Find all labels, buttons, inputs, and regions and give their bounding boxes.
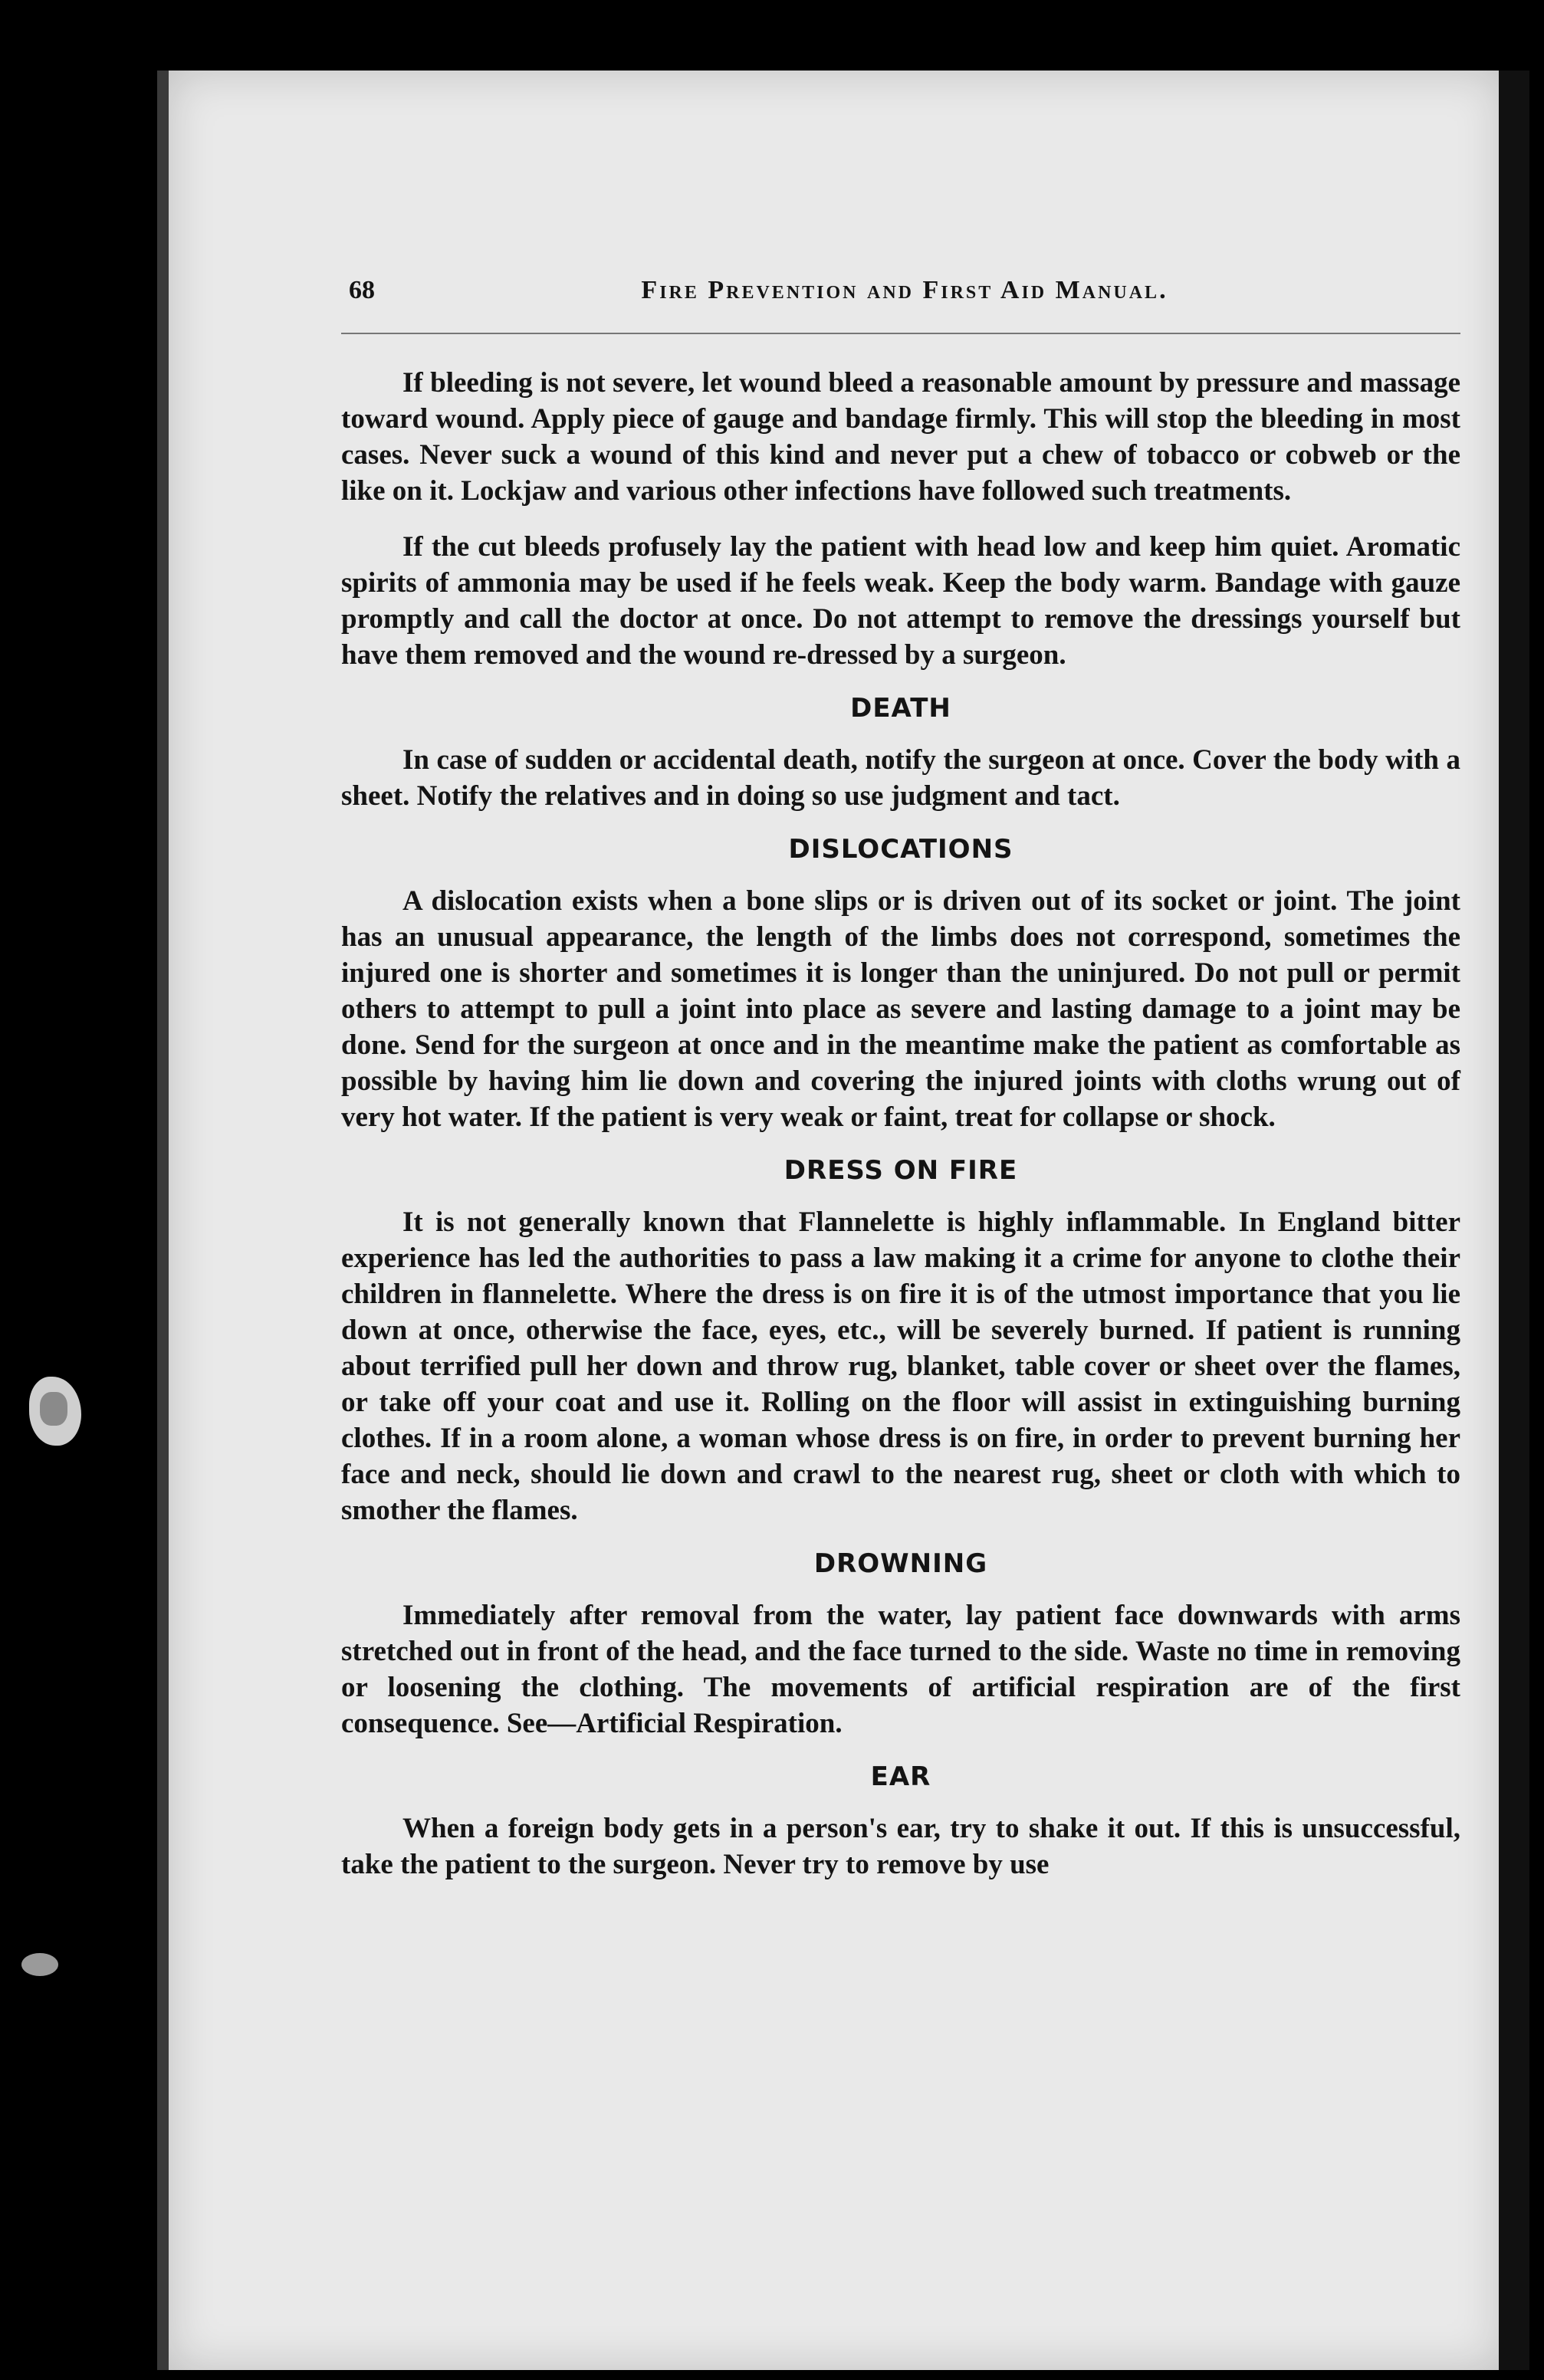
section-heading: DROWNING [813,1548,988,1579]
paragraph: If the cut bleeds profusely lay the patient with head low and keep him quiet. Aromatic spirits of ammonia may be used if he feels weak. Keep the body warm. Bandage with gauze promptly and call the doctor at once. Do not attempt to remove the dressings yourself but have them removed and the wound re-dressed by a surgeon. [341,531,1460,671]
page-content [341,276,1460,1902]
paragraph: If bleeding is not severe, let wound bleed a reasonable amount by pressure and massage toward wound. Apply piece of gauge and bandage firmly. This will stop the bleeding in most cases. Never suck a wound of this kind and never put a chew of tobacco or cobweb or the like on it. Lockjaw and various other infections have followed such treatments. [341,367,1460,507]
book-page [169,71,1503,2370]
section-heading: DISLOCATIONS [788,834,1013,865]
section-heading: DEATH [850,693,951,724]
section-death [341,693,1460,814]
section-drowning [341,1548,1460,1742]
page-right-edge [1499,71,1529,2370]
section-heading: DRESS ON FIRE [783,1155,1018,1186]
running-title: Fire Prevention and First Aid Manual. [641,276,1168,304]
section-ear [341,1761,1460,1883]
section-wounds-continued [341,365,1460,673]
margin-blemish [21,1953,58,1976]
paragraph: Immediately after removal from the water, lay patient face downwards with arms stretched out in front of the head, and the face turned to the side. Waste no time in removing or loosening the clothing. The movements of artificial respiration are of the first consequence. See—Artificial Respiration. [341,1600,1460,1739]
section-dress-on-fire [341,1155,1460,1528]
paragraph: When a foreign body gets in a person's ear, try to shake it out. If this is unsuccessful, take the patient to the surgeon. Never try to remove by use [341,1813,1460,1880]
paragraph: A dislocation exists when a bone slips or is driven out of its socket or joint. The joint has an unusual appearance, the length of the limbs does not correspond, sometimes the injured one is shorter and sometimes it is longer than the uninjured. Do not pull or permit others to attempt to pull a joint into place as severe and lasting damage to a joint may be done. Send for the surgeon at once and in the meantime make the patient as comfortable as possible by having him lie down and covering the injured joints with cloths wrung out of very hot water. If the patient is very weak or faint, treat for collapse or shock. [341,885,1460,1133]
page-number: 68 [349,276,375,304]
section-heading: EAR [870,1761,931,1792]
section-dislocations [341,834,1460,1135]
running-header [341,276,1460,334]
paragraph: It is not generally known that Flannelette is highly inflammable. In England bitter experience has led the authorities to pass a law making it a crime for anyone to clothe their children in flannelette. Where the dress is on fire it is of the utmost importance that you lie down at once, otherwise the face, eyes, etc., will be severely burned. If patient is running about terrified pull her down and throw rug, blanket, table cover or sheet over the flames, or take off your coat and use it. Rolling on the floor will assist in extinguishing burning clothes. If in a room alone, a woman whose dress is on fire, in order to prevent burning her face and neck, should lie down and crawl to the nearest rug, sheet or cloth with which to smother the flames. [341,1206,1460,1526]
paragraph: In case of sudden or accidental death, notify the surgeon at once. Cover the body with a sheet. Notify the relatives and in doing so use judgment and tact. [341,744,1460,812]
